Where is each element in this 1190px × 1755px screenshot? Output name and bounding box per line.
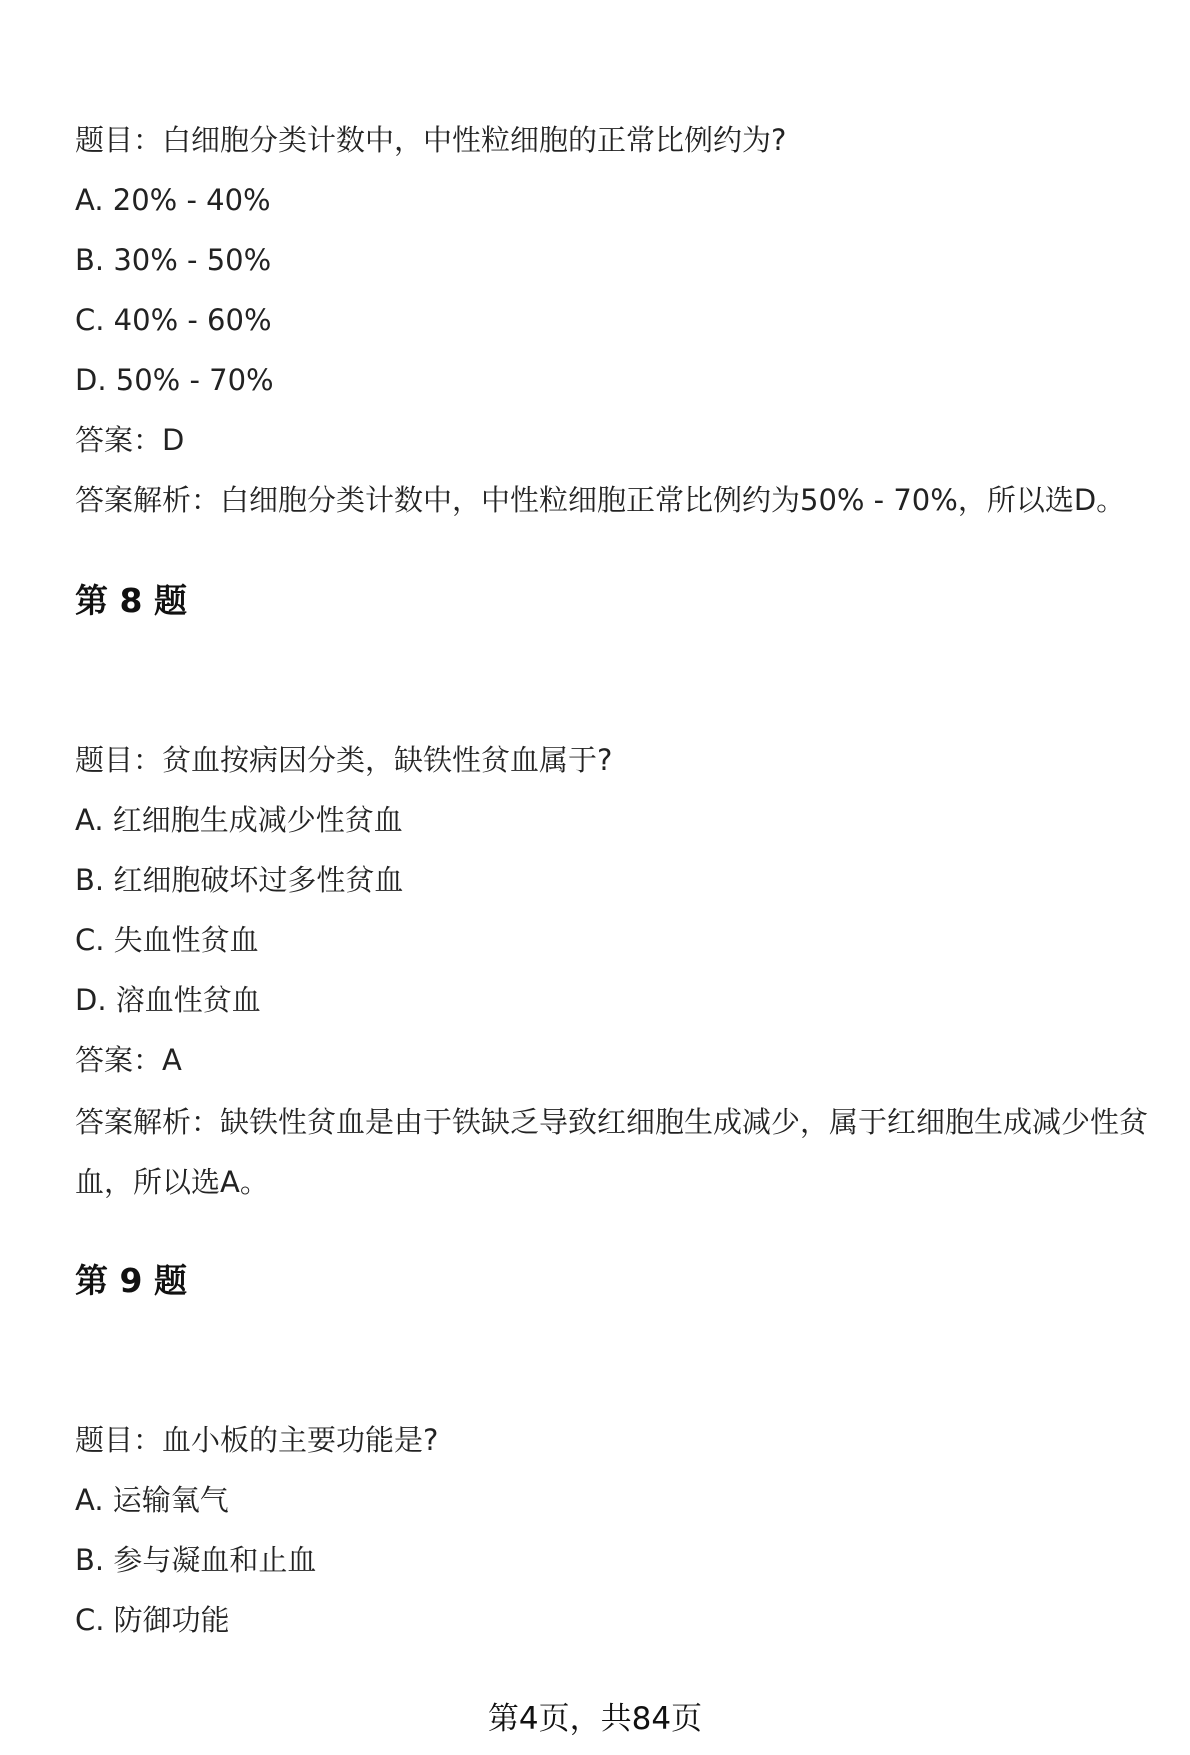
question-7-option-c: C. 40% - 60% — [75, 303, 272, 337]
question-9-stem: 题目：血小板的主要功能是? — [75, 1423, 439, 1457]
question-8-option-a: A. 红细胞生成减少性贫血 — [75, 803, 403, 837]
question-9-heading: 第 9 题 — [75, 1261, 187, 1300]
question-7-option-d: D. 50% - 70% — [75, 363, 274, 397]
question-7-stem: 题目：白细胞分类计数中，中性粒细胞的正常比例约为? — [75, 123, 787, 157]
question-8-stem: 题目：贫血按病因分类，缺铁性贫血属于? — [75, 743, 613, 777]
question-9-option-a: A. 运输氧气 — [75, 1483, 229, 1517]
question-7-answer: 答案：D — [75, 423, 185, 457]
question-8-explanation: 答案解析：缺铁性贫血是由于铁缺乏导致红细胞生成减少，属于红细胞生成减少性贫血，所以选A。 — [75, 1105, 1149, 1199]
question-8-answer: 答案：A — [75, 1043, 182, 1077]
question-8-heading: 第 8 题 — [75, 581, 187, 620]
question-8-option-c: C. 失血性贫血 — [75, 923, 259, 957]
question-7-option-b: B. 30% - 50% — [75, 243, 272, 277]
question-7-option-a: A. 20% - 40% — [75, 183, 271, 217]
question-8-option-d: D. 溶血性贫血 — [75, 983, 261, 1017]
question-9-option-c: C. 防御功能 — [75, 1603, 230, 1637]
page-footer: 第4页，共84页 — [487, 1701, 703, 1737]
question-7-explanation: 答案解析：白细胞分类计数中，中性粒细胞正常比例约为50% - 70%，所以选D。 — [75, 483, 1126, 517]
question-8-option-b: B. 红细胞破坏过多性贫血 — [75, 863, 404, 897]
question-9-option-b: B. 参与凝血和止血 — [75, 1543, 317, 1577]
